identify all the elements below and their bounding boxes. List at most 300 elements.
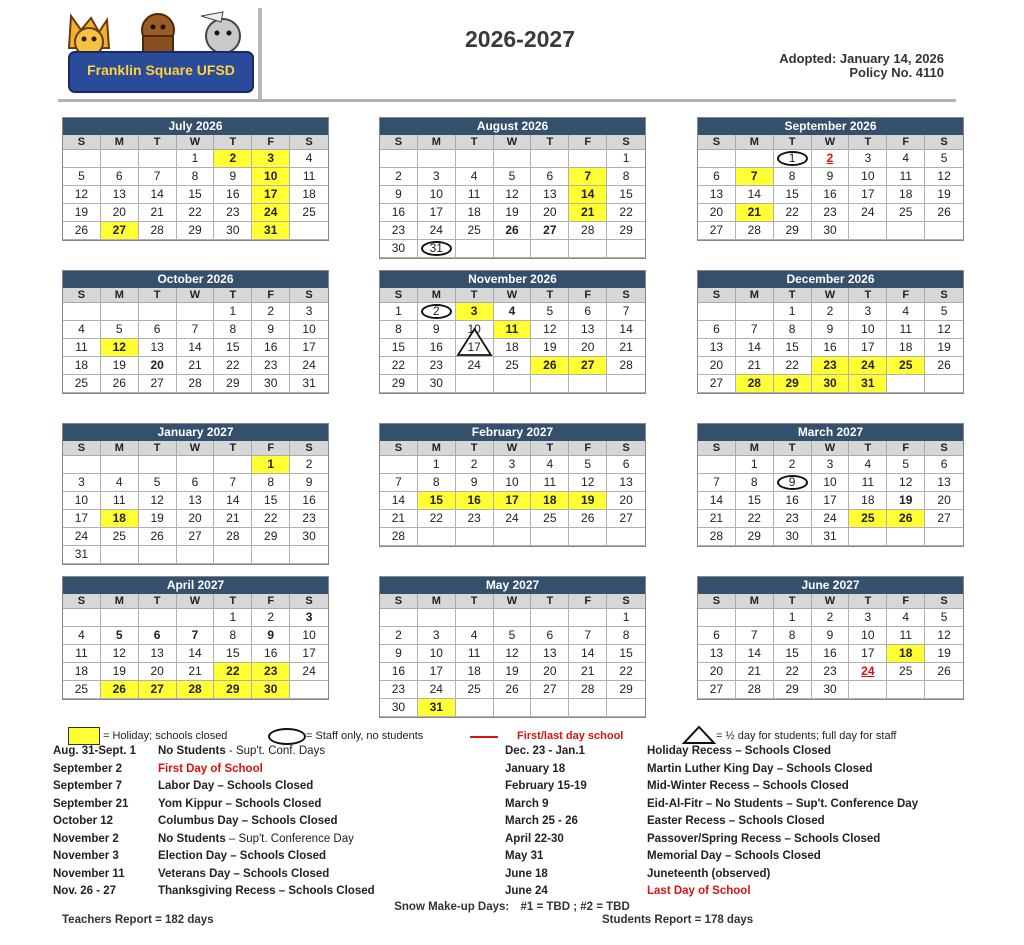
event-title: Thanksgiving Recess – Schools Closed <box>158 885 375 897</box>
day-cell: 19 <box>494 663 532 681</box>
day-cell: 5 <box>101 321 139 339</box>
empty-cell <box>418 528 456 546</box>
weekday-header: M <box>418 594 456 609</box>
day-cell: 8 <box>607 168 645 186</box>
day-cell: 29 <box>774 681 812 699</box>
day-cell: 22 <box>252 510 290 528</box>
event-title: Holiday Recess – Schools Closed <box>647 745 832 757</box>
event-date: June 24 <box>505 885 548 897</box>
month-grid <box>63 441 328 564</box>
day-cell: 13 <box>698 186 736 204</box>
weekday-header: S <box>380 441 418 456</box>
half-day-triangle-icon <box>456 327 493 357</box>
snow-makeup-days <box>0 901 1024 913</box>
day-cell: 29 <box>214 375 252 393</box>
day-cell: 2 <box>774 456 812 474</box>
mascot-bear-icon <box>142 14 174 54</box>
event-description <box>158 833 354 845</box>
month-title: January 2027 <box>63 424 328 441</box>
day-cell: 10 <box>418 186 456 204</box>
day-cell: 26 <box>139 528 177 546</box>
month-calendar <box>62 423 329 565</box>
day-cell: 23 <box>380 222 418 240</box>
day-cell: 20 <box>607 492 645 510</box>
day-cell: 1 <box>774 150 812 168</box>
day-cell: 30 <box>774 528 812 546</box>
month-title: July 2026 <box>63 118 328 135</box>
day-cell: 19 <box>139 510 177 528</box>
month-grid <box>63 135 328 240</box>
weekday-header: W <box>494 441 532 456</box>
day-cell: 30 <box>812 222 850 240</box>
day-cell: 13 <box>139 339 177 357</box>
weekday-header: W <box>812 594 850 609</box>
day-cell: 27 <box>698 681 736 699</box>
weekday-header: T <box>531 135 569 150</box>
day-cell: 12 <box>494 186 532 204</box>
day-cell: 7 <box>736 321 774 339</box>
empty-cell <box>531 240 569 258</box>
weekday-header: M <box>101 441 139 456</box>
day-cell: 9 <box>380 186 418 204</box>
day-cell: 2 <box>418 303 456 321</box>
day-cell: 21 <box>380 510 418 528</box>
day-cell: 3 <box>849 303 887 321</box>
day-cell: 9 <box>456 474 494 492</box>
day-cell: 5 <box>139 474 177 492</box>
event-title: No Students <box>158 832 226 845</box>
day-cell: 26 <box>531 357 569 375</box>
weekday-header: T <box>139 135 177 150</box>
day-cell: 18 <box>290 186 328 204</box>
day-cell: 4 <box>456 168 494 186</box>
day-cell: 21 <box>736 204 774 222</box>
day-cell: 25 <box>63 375 101 393</box>
day-cell: 24 <box>63 528 101 546</box>
day-cell: 6 <box>101 168 139 186</box>
day-cell: 17 <box>290 645 328 663</box>
day-cell: 20 <box>698 663 736 681</box>
month-calendar <box>379 270 646 394</box>
day-cell: 5 <box>63 168 101 186</box>
day-cell: 8 <box>774 321 812 339</box>
day-cell: 2 <box>252 303 290 321</box>
day-cell: 10 <box>812 474 850 492</box>
empty-cell <box>887 375 925 393</box>
empty-cell <box>569 150 607 168</box>
empty-cell <box>849 222 887 240</box>
day-cell: 27 <box>531 222 569 240</box>
empty-cell <box>569 375 607 393</box>
day-cell: 5 <box>494 627 532 645</box>
day-cell: 30 <box>290 528 328 546</box>
day-cell: 25 <box>887 663 925 681</box>
empty-cell <box>177 456 215 474</box>
day-cell: 28 <box>698 528 736 546</box>
day-cell: 4 <box>63 627 101 645</box>
day-cell: 11 <box>456 186 494 204</box>
empty-cell <box>101 303 139 321</box>
holiday-swatch <box>68 727 100 745</box>
empty-cell <box>698 303 736 321</box>
day-cell: 29 <box>177 222 215 240</box>
event-description <box>158 815 338 827</box>
day-cell: 21 <box>736 663 774 681</box>
weekday-header: S <box>607 594 645 609</box>
day-cell: 4 <box>494 303 532 321</box>
day-cell: 27 <box>139 681 177 699</box>
students-report: Students Report = 178 days <box>602 914 754 926</box>
empty-cell <box>569 240 607 258</box>
day-cell: 13 <box>925 474 963 492</box>
weekday-header: W <box>494 135 532 150</box>
day-cell: 22 <box>736 510 774 528</box>
event-title: Juneteenth (observed) <box>647 867 771 880</box>
logo-divider <box>258 8 262 100</box>
empty-cell <box>494 375 532 393</box>
day-cell: 12 <box>139 492 177 510</box>
day-cell: 13 <box>177 492 215 510</box>
day-cell: 16 <box>252 645 290 663</box>
event-description <box>647 868 770 880</box>
day-cell: 12 <box>63 186 101 204</box>
weekday-header: F <box>887 288 925 303</box>
event-title: Veterans Day – Schools Closed <box>158 867 330 880</box>
weekday-header: F <box>887 594 925 609</box>
event-date: March 9 <box>505 797 549 810</box>
day-cell: 10 <box>290 627 328 645</box>
month-calendar <box>697 117 964 241</box>
day-cell: 27 <box>698 222 736 240</box>
event-date: September 7 <box>53 780 123 792</box>
event-description <box>647 745 831 757</box>
day-cell: 8 <box>736 474 774 492</box>
day-cell: 26 <box>925 204 963 222</box>
weekday-header: F <box>252 594 290 609</box>
month-grid <box>380 441 645 546</box>
day-cell: 31 <box>812 528 850 546</box>
day-cell: 12 <box>569 474 607 492</box>
empty-cell <box>101 609 139 627</box>
day-cell: 18 <box>531 492 569 510</box>
event-date: September 2 <box>53 762 123 775</box>
day-cell: 13 <box>698 645 736 663</box>
day-cell: 5 <box>925 150 963 168</box>
snow-label: Snow Make-up Days: <box>394 901 510 913</box>
empty-cell <box>418 609 456 627</box>
weekday-header: S <box>925 288 963 303</box>
day-cell: 26 <box>494 681 532 699</box>
day-cell: 25 <box>494 357 532 375</box>
empty-cell <box>925 375 963 393</box>
day-cell: 20 <box>925 492 963 510</box>
day-cell: 6 <box>607 456 645 474</box>
day-cell: 28 <box>139 222 177 240</box>
day-cell: 15 <box>214 339 252 357</box>
event-description <box>158 868 329 880</box>
event-date: Aug. 31-Sept. 1 <box>53 745 137 757</box>
day-cell: 19 <box>63 204 101 222</box>
day-cell: 24 <box>290 357 328 375</box>
day-cell: 1 <box>774 303 812 321</box>
day-cell: 11 <box>887 168 925 186</box>
day-cell: 26 <box>925 663 963 681</box>
empty-cell <box>569 699 607 717</box>
day-cell: 17 <box>63 510 101 528</box>
weekday-header: M <box>101 288 139 303</box>
day-cell: 13 <box>531 645 569 663</box>
day-cell: 15 <box>607 645 645 663</box>
event-date: March 25 - 26 <box>505 815 578 827</box>
month-calendar <box>379 576 646 718</box>
day-cell: 6 <box>531 627 569 645</box>
day-cell: 31 <box>849 375 887 393</box>
day-cell: 29 <box>380 375 418 393</box>
event-title: No Students <box>158 745 226 757</box>
day-cell: 24 <box>418 681 456 699</box>
day-cell: 23 <box>252 663 290 681</box>
event-description <box>647 780 849 792</box>
day-cell: 20 <box>531 204 569 222</box>
weekday-header: T <box>774 135 812 150</box>
weekday-header: W <box>812 288 850 303</box>
month-grid <box>698 594 963 699</box>
day-cell: 1 <box>252 456 290 474</box>
month-grid <box>63 594 328 699</box>
day-cell: 4 <box>531 456 569 474</box>
day-cell: 25 <box>849 510 887 528</box>
day-cell: 30 <box>380 240 418 258</box>
empty-cell <box>380 150 418 168</box>
day-cell: 19 <box>101 663 139 681</box>
month-grid <box>380 135 645 258</box>
month-calendar <box>697 576 964 700</box>
day-cell: 23 <box>812 357 850 375</box>
day-cell: 5 <box>887 456 925 474</box>
event-date: September 21 <box>53 797 129 810</box>
empty-cell <box>252 546 290 564</box>
day-cell: 1 <box>418 456 456 474</box>
empty-cell <box>63 456 101 474</box>
weekday-header: M <box>418 288 456 303</box>
day-cell: 19 <box>494 204 532 222</box>
day-cell: 30 <box>214 222 252 240</box>
day-cell: 17 <box>494 492 532 510</box>
empty-cell <box>101 546 139 564</box>
event-title: Easter Recess – Schools Closed <box>647 815 825 827</box>
day-cell: 16 <box>290 492 328 510</box>
day-cell: 19 <box>925 186 963 204</box>
weekday-header: M <box>418 441 456 456</box>
weekday-header: S <box>607 288 645 303</box>
empty-cell <box>101 456 139 474</box>
empty-cell <box>494 699 532 717</box>
weekday-header: W <box>177 288 215 303</box>
day-cell: 3 <box>494 456 532 474</box>
day-cell: 16 <box>774 492 812 510</box>
day-cell: 15 <box>774 645 812 663</box>
first-last-line-icon <box>470 736 498 738</box>
day-cell: 9 <box>774 474 812 492</box>
empty-cell <box>494 240 532 258</box>
day-cell: 31 <box>418 699 456 717</box>
day-cell: 26 <box>101 375 139 393</box>
day-cell: 1 <box>214 303 252 321</box>
day-cell: 18 <box>63 357 101 375</box>
empty-cell <box>456 375 494 393</box>
day-cell: 15 <box>736 492 774 510</box>
day-cell: 30 <box>252 375 290 393</box>
event-title: Passover/Spring Recess – Schools Closed <box>647 832 881 845</box>
day-cell: 8 <box>214 627 252 645</box>
day-cell: 16 <box>812 645 850 663</box>
empty-cell <box>63 150 101 168</box>
day-cell: 8 <box>177 168 215 186</box>
day-cell: 24 <box>849 204 887 222</box>
empty-cell <box>290 546 328 564</box>
day-cell: 29 <box>607 222 645 240</box>
day-cell: 29 <box>214 681 252 699</box>
event-detail: – Sup't. Conference Day <box>225 832 354 845</box>
empty-cell <box>177 609 215 627</box>
month-grid <box>698 288 963 393</box>
day-cell: 27 <box>139 375 177 393</box>
empty-cell <box>698 456 736 474</box>
day-cell: 23 <box>290 510 328 528</box>
day-cell: 10 <box>849 627 887 645</box>
event-description <box>158 763 263 775</box>
day-cell: 15 <box>774 339 812 357</box>
day-cell: 1 <box>607 150 645 168</box>
day-cell: 20 <box>698 357 736 375</box>
day-cell: 4 <box>887 303 925 321</box>
day-cell: 10 <box>418 645 456 663</box>
empty-cell <box>607 528 645 546</box>
empty-cell <box>494 528 532 546</box>
day-cell: 8 <box>252 474 290 492</box>
day-cell: 3 <box>812 456 850 474</box>
day-cell: 6 <box>531 168 569 186</box>
weekday-header: T <box>214 594 252 609</box>
empty-cell <box>456 150 494 168</box>
empty-cell <box>698 609 736 627</box>
event-title: Last Day of School <box>647 885 751 897</box>
day-cell: 3 <box>456 303 494 321</box>
day-cell: 4 <box>456 627 494 645</box>
empty-cell <box>736 150 774 168</box>
day-cell: 13 <box>569 321 607 339</box>
day-cell: 19 <box>531 339 569 357</box>
day-cell: 24 <box>494 510 532 528</box>
day-cell: 6 <box>698 168 736 186</box>
day-cell: 14 <box>177 645 215 663</box>
day-cell: 26 <box>887 510 925 528</box>
weekday-header: S <box>290 135 328 150</box>
weekday-header: T <box>214 441 252 456</box>
event-date: February 15-19 <box>505 780 587 792</box>
empty-cell <box>456 699 494 717</box>
day-cell: 26 <box>569 510 607 528</box>
day-cell: 31 <box>290 375 328 393</box>
empty-cell <box>531 375 569 393</box>
day-cell: 5 <box>101 627 139 645</box>
empty-cell <box>290 222 328 240</box>
event-date: November 11 <box>53 867 125 880</box>
day-cell: 1 <box>214 609 252 627</box>
empty-cell <box>531 609 569 627</box>
day-cell: 1 <box>177 150 215 168</box>
day-cell: 23 <box>418 357 456 375</box>
day-cell: 14 <box>607 321 645 339</box>
day-cell: 20 <box>139 663 177 681</box>
day-cell: 14 <box>698 492 736 510</box>
month-title: October 2026 <box>63 271 328 288</box>
event-title: Columbus Day – Schools Closed <box>158 815 338 827</box>
day-cell: 22 <box>774 357 812 375</box>
day-cell: 17 <box>456 339 494 357</box>
weekday-header: S <box>290 288 328 303</box>
weekday-header: W <box>177 135 215 150</box>
day-cell: 2 <box>812 609 850 627</box>
day-cell: 14 <box>736 186 774 204</box>
day-cell: 7 <box>177 627 215 645</box>
weekday-header: F <box>569 594 607 609</box>
day-cell: 12 <box>925 168 963 186</box>
event-date: January 18 <box>505 762 566 775</box>
legend-staff: = Staff only, no students <box>306 730 424 742</box>
day-cell: 5 <box>569 456 607 474</box>
event-date: Nov. 26 - 27 <box>53 885 117 897</box>
day-cell: 8 <box>418 474 456 492</box>
snow-days: #1 = TBD ; #2 = TBD <box>520 901 630 913</box>
event-description <box>158 745 325 757</box>
empty-cell <box>569 528 607 546</box>
day-cell: 4 <box>101 474 139 492</box>
day-cell: 16 <box>418 339 456 357</box>
day-cell: 2 <box>812 150 850 168</box>
weekday-header: T <box>774 441 812 456</box>
weekday-header: T <box>456 135 494 150</box>
day-cell: 21 <box>607 339 645 357</box>
day-cell: 18 <box>887 339 925 357</box>
day-cell: 21 <box>139 204 177 222</box>
day-cell: 30 <box>812 375 850 393</box>
month-title: September 2026 <box>698 118 963 135</box>
day-cell: 11 <box>494 321 532 339</box>
event-title: First Day of School <box>158 762 263 775</box>
weekday-header: T <box>849 135 887 150</box>
weekday-header: S <box>698 594 736 609</box>
day-cell: 26 <box>494 222 532 240</box>
day-cell: 11 <box>290 168 328 186</box>
day-cell: 3 <box>418 627 456 645</box>
weekday-header: S <box>290 441 328 456</box>
day-cell: 2 <box>252 609 290 627</box>
weekday-header: S <box>63 135 101 150</box>
day-cell: 16 <box>214 186 252 204</box>
day-cell: 2 <box>812 303 850 321</box>
weekday-header: T <box>214 288 252 303</box>
day-cell: 8 <box>380 321 418 339</box>
day-cell: 30 <box>252 681 290 699</box>
weekday-header: T <box>849 594 887 609</box>
day-cell: 11 <box>849 474 887 492</box>
empty-cell <box>139 303 177 321</box>
day-cell: 2 <box>290 456 328 474</box>
weekday-header: W <box>812 441 850 456</box>
day-cell: 20 <box>101 204 139 222</box>
event-description <box>158 885 375 897</box>
